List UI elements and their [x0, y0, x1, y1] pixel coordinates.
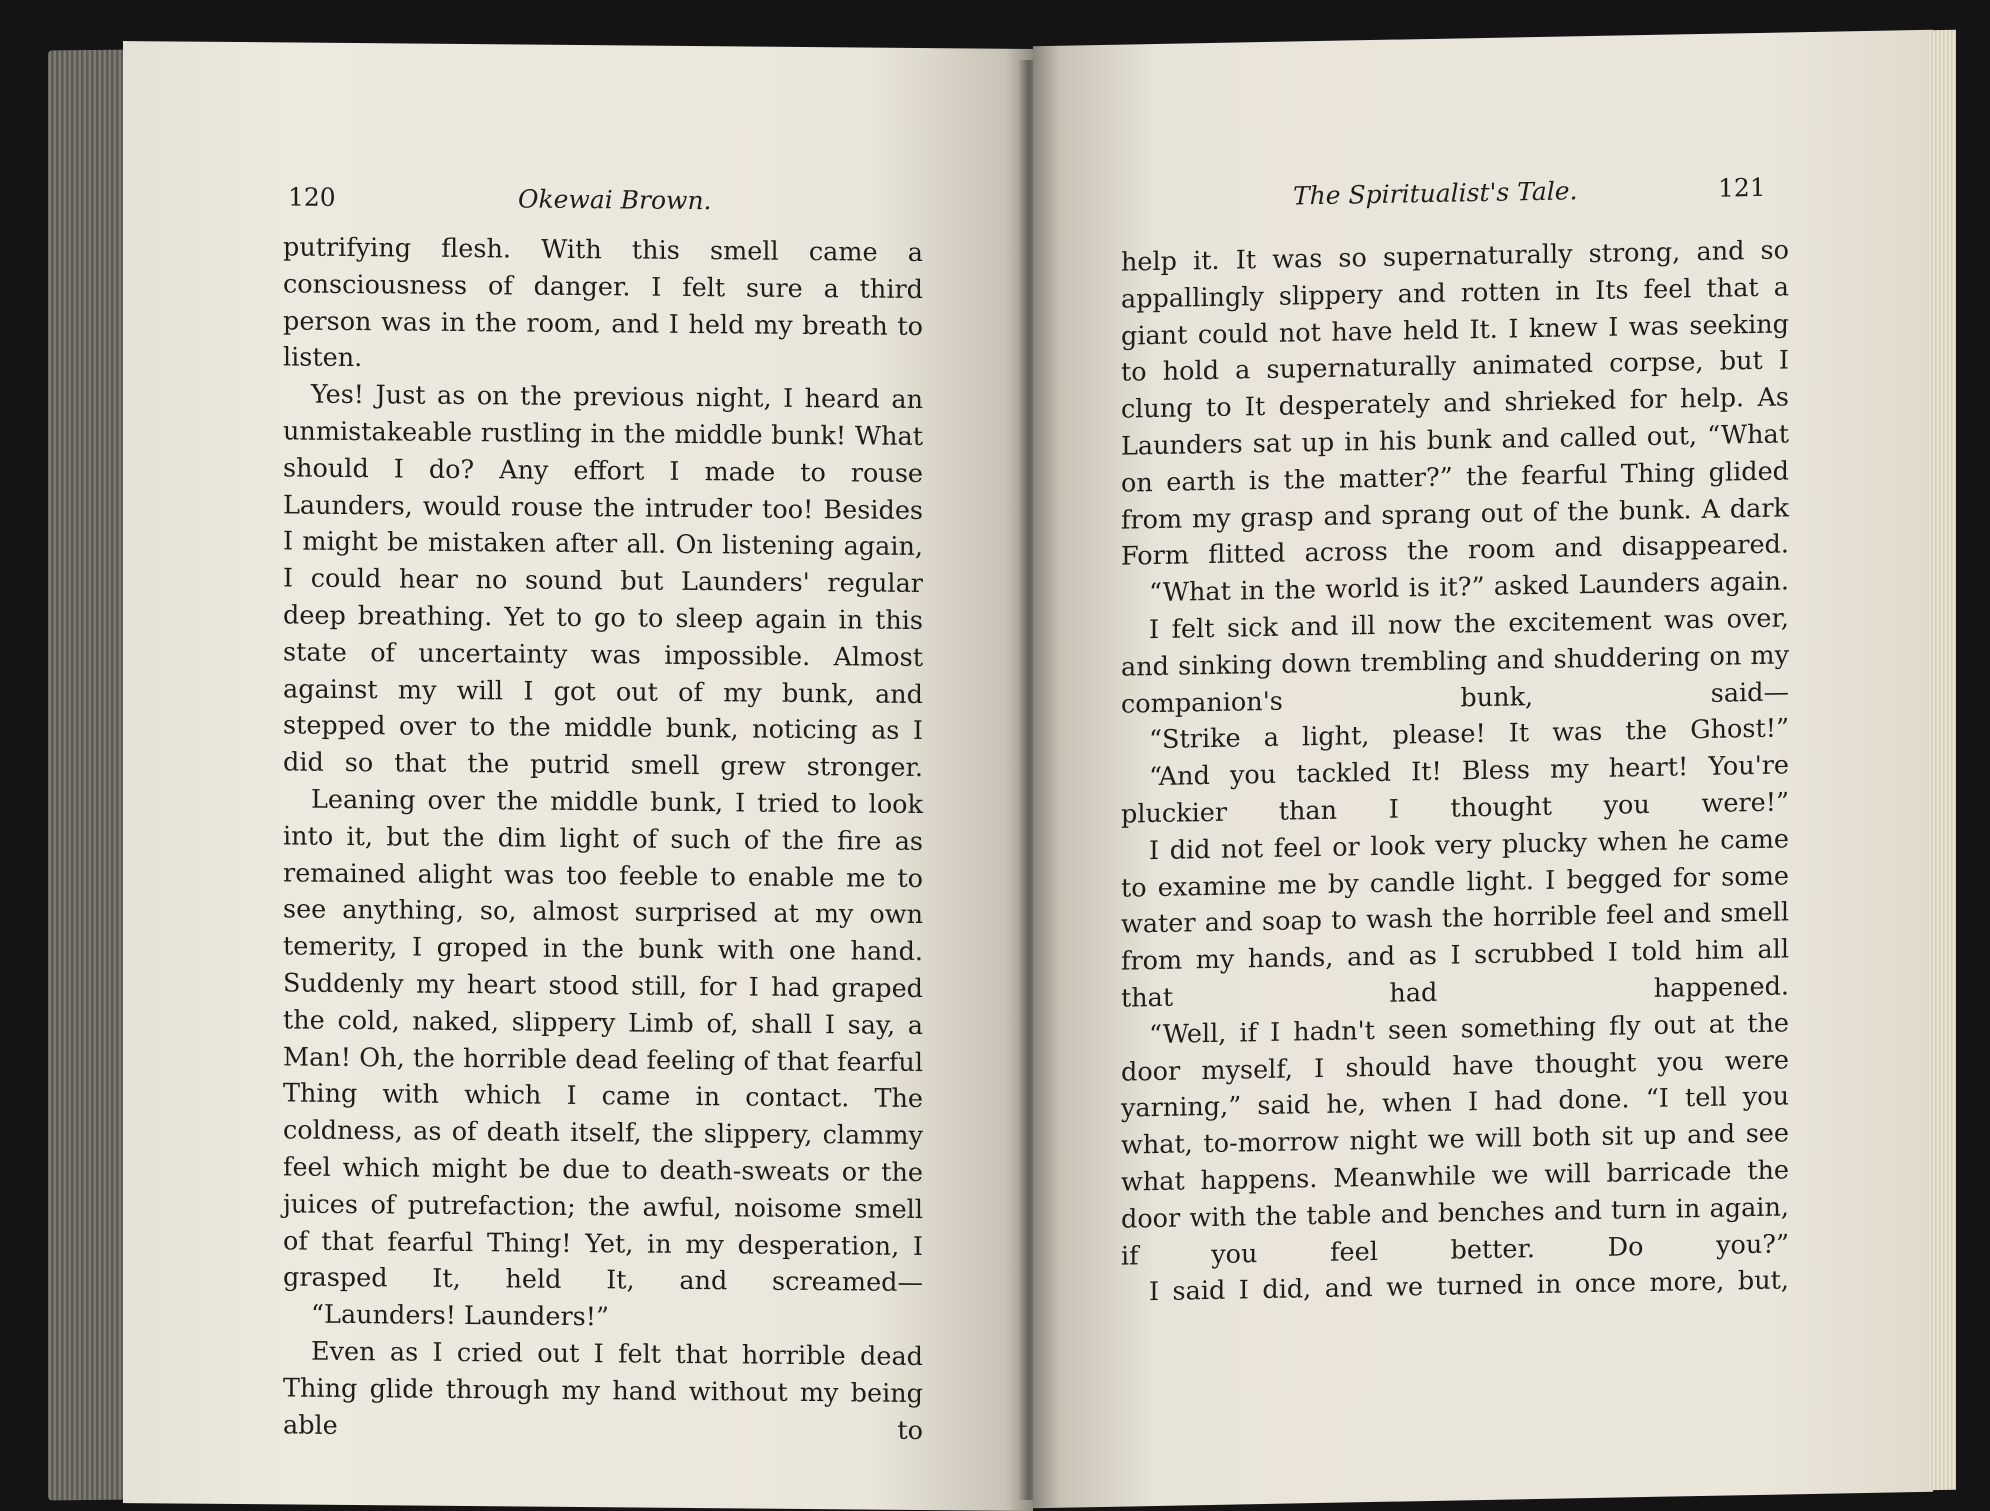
paragraph: “Strike a light, please! It was the Ghost!”	[1149, 713, 1789, 756]
running-head-right: The Spiritualist's Tale.	[1293, 176, 1578, 211]
running-head-left: Okewai Brown.	[518, 184, 712, 216]
book-page-edges-right	[1928, 30, 1956, 1490]
paragraph: Leaning over the middle bunk, I tried to look into it, but the dim light of such of the fire as remained alight was too feeble to enable me to see anything, so, almost surprised at my own temerity, I groped in the bunk with one hand. Suddenly my heart stood still, for I had graped the cold, naked, slippery Limb of, shall I say, a Man! Oh, the horrible dead feeling of that fearful Thing with which I came in contact. The coldness, as of death itself, the slippery, clammy feel which might be due to death-sweats or the juices of putrefaction; the awful, noisome smell of that fearful Thing! Yet, in my desperation, I grasped It, held It, and screamed—	[283, 784, 923, 1299]
left-page-text	[283, 229, 923, 1449]
paragraph: “What in the world is it?” asked Launders again.	[1149, 566, 1789, 609]
paragraph: “And you tackled It! Bless my heart! You're pluckier than I thought you were!”	[1121, 750, 1789, 830]
right-page-text	[1121, 232, 1789, 1311]
paragraph: help it. It was so supernaturally strong, and so appallingly slippery and rotten in Its feel that a giant could not have held It. I knew I was seeking to hold a supernaturally animated corpse, but I clung to It desperately and shrieked for help. As Launders sat up in his bunk and called out, “What on earth is the matter?” the fearful Thing glided from my grasp and sprang out of the bunk. A dark Form flitted across the room and disappeared.	[1121, 235, 1789, 573]
paragraph: “Well, if I hadn't seen something fly out at the door myself, I should have thought you were yarning,” said he, when I had done. “I tell you what, to-morrow night we will both sit up and see what happens. Meanwhile we will barricade the door with the table and benches and turn in again, if you feel better. Do you?”	[1121, 1008, 1789, 1272]
paragraph: Yes! Just as on the previous night, I heard an unmistakeable rustling in the middle bunk! What should I do? Any effort I made to rouse Launders, would rouse the intruder too! Besides I might be mistaken after all. On listening again, I could hear no sound but Launders' regular deep breathing. Yet to go to sleep again in this state of uncertainty was impossible. Almost against my will I got out of my bunk, and stepped over to the middle bunk, noticing as I did so that the putrid smell grew stronger.	[283, 379, 923, 784]
paragraph: I said I did, and we turned in once more, but,	[1149, 1265, 1789, 1308]
page-number-right: 121	[1718, 172, 1766, 203]
paragraph: “Launders! Launders!”	[311, 1299, 610, 1333]
right-page	[1033, 30, 1933, 1508]
paragraph: putrifying flesh. With this smell came a consciousness of danger. I felt sure a third person was in the room, and I held my breath to listen.	[283, 232, 923, 374]
page-number-left: 120	[288, 182, 336, 212]
paragraph: I did not feel or look very plucky when he came to examine me by candle light. I begged for some water and soap to wash the horrible feel and smell from my hands, and as I scrubbed I told him all that had happened.	[1121, 824, 1789, 1014]
left-page	[123, 41, 1033, 1511]
paragraph: Even as I cried out I felt that horrible dead Thing glide through my hand without my being able to	[283, 1336, 923, 1446]
paragraph: I felt sick and ill now the excitement was over, and sinking down trembling and shuddering on my companion's bunk, said—	[1121, 603, 1789, 720]
open-book	[28, 20, 1973, 1487]
